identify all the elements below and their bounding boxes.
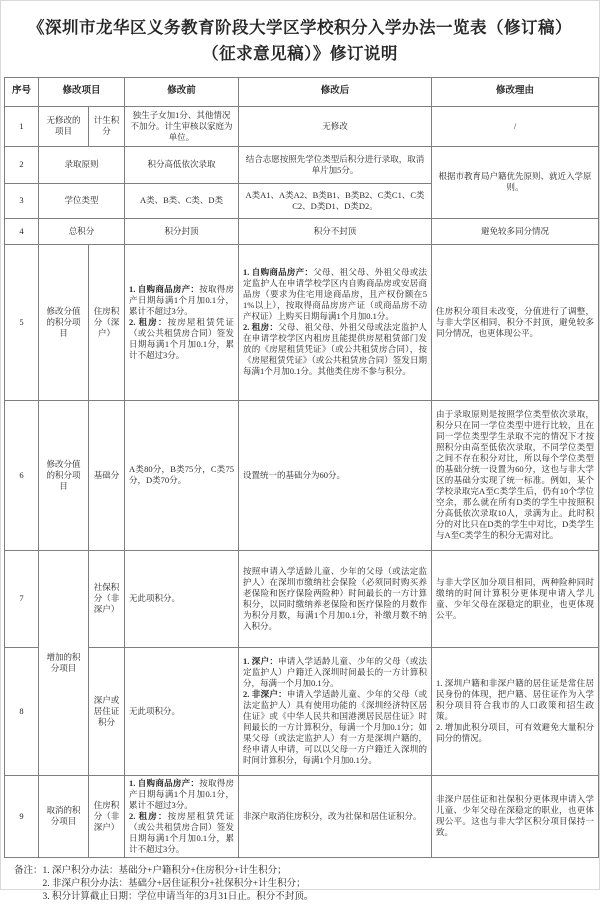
r7-after: 按照申请入学适龄儿童、少年的父母（或法定监护人）在深圳市缴纳社会保险（必须同时购买养老保险和医疗保险两险种）时间最长的一方计算积分，以同时缴纳养老保险和医疗保险的月数作为积分月数，每满1个月加0.1分，补缴月数不纳入积分。 — [239, 550, 432, 647]
r5-reason: 住房积分项目未改变，分值进行了调整，与非大学区相同，积分不封顶，避免较多同分情况，也更体现公平。 — [432, 244, 599, 400]
header-reason: 修改理由 — [432, 77, 599, 106]
r9-no: 9 — [5, 775, 39, 857]
table-header-row — [5, 77, 599, 106]
r8-no: 8 — [5, 647, 39, 775]
r1-no: 1 — [5, 106, 39, 146]
table-row — [5, 244, 599, 400]
r9-after: 非深户取消住房积分，改为社保和居住证积分。 — [239, 775, 432, 857]
r6-no: 6 — [5, 400, 39, 550]
r4-no: 4 — [5, 218, 39, 244]
r2-no: 2 — [5, 146, 39, 183]
r8-after: 1. 深户：申请入学适龄儿童、少年的父母（或法定监护人）户籍迁入深圳时间最长的一方计算积分，每满一个月加0.1分。 2. 非深户：申请入学适龄儿童、少年的父母（或法定监护人）具有使用功能的《深圳经济特区居住证》或《中华人民共和国港澳居民居住证》时间最长的一方计算积分，每满一个月加0.1分；如果父母（或法定监护人）有一方是深圳户籍的，经申请人申请，可以以父母一方户籍迁入深圳的时间计算积分，每满1个月加0.1分。 — [239, 647, 432, 775]
footnote-item-3: 3. 积分计算截止日期：学位申请当年的3月31日止。积分不封顶。 — [42, 891, 314, 902]
r6-after: 设置统一的基础分为60分。 — [239, 400, 432, 550]
r2-after: 结合志愿按照先学位类型后积分进行录取，取消单片加5分。 — [239, 146, 432, 183]
r3-no: 3 — [5, 183, 39, 218]
r6-reason: 由于录取原则是按照学位类型依次录取，积分只在同一学位类型中进行比较，且在同一学位类型学生录取不完的情况下才按照积分由高至低依次录取，不同学位类型之间不存在积分对比，所以每个学位类型的基础分统一设置为60分，这也与非大学区的基础分实现了统一标准。例如，某个学校录取完A至C类学生后，仍有10个学位空余，那么就在所有D类的学生中按照积分高低依次录取10人，录满为止。此时积分的对比只在D类的学生中对比，D类学生与A至C类学生的积分无需对比。 — [432, 400, 599, 550]
r8-reason: 1. 深圳户籍和非深户籍的居住证是常住居民身份的体现，把户籍、居住证作为入学积分项目符合我市的人口政策和招生政策。 2. 增加此积分项目，可有效避免大量积分同分的情况。 — [432, 647, 599, 775]
footnote-item-2: 2. 非深户积分办法：基础分+居住证积分+社保积分+计生积分； — [42, 878, 306, 889]
table-row — [5, 146, 599, 183]
r5-subitem: 住房积分（深户） — [89, 244, 125, 400]
r4-before: 积分封顶 — [125, 218, 239, 244]
r1-subitem: 计生积分 — [89, 106, 125, 146]
r3-item: 学位类型 — [39, 183, 125, 218]
r8-subitem: 深户或居住证积分 — [89, 647, 125, 775]
r8-before: 无此项积分。 — [125, 647, 239, 775]
revision-table — [4, 77, 599, 858]
r3-before: A类、B类、C类、D类 — [125, 183, 239, 218]
r7-subitem: 社保积分（非深户） — [89, 550, 125, 647]
r2-item: 录取原则 — [39, 146, 125, 183]
r6-subitem: 基础分 — [89, 400, 125, 550]
r4-after: 积分不封顶 — [239, 218, 432, 244]
table-row — [5, 775, 599, 857]
r1-reason: / — [432, 106, 599, 146]
footnote-label: 备注： — [14, 865, 43, 876]
r9-reason: 非深户居住证和社保积分更体现申请入学儿童、少年父母在深稳定的职业，也更体现公平。这也与非大学区积分项目保持一致。 — [432, 775, 599, 857]
r1-category: 无修改的项目 — [39, 106, 89, 146]
table-row — [5, 647, 599, 775]
r5-after: 1. 自购商品房产：父母、祖父母、外祖父母或法定监护人在申请学校学区内自购商品房或安居商品房（要求为住宅用途商品房，且产权份额在51%以上），按取得商品房房产证（或商品房不动产权证）上购买日期每满1个月加0.1分。 2. 租房：父母、祖父母、外祖父母或法定监护人在申请学校学区内租房且能提供房屋租赁部门发放的《房屋租赁凭证》（或公共租赁房合同），按《房屋租赁凭证》（或公共租赁房合同）签发日期每满1个月加0.1分。其他类住房不参与积分。 — [239, 244, 432, 400]
r1-before: 独生子女加1分、其他情况不加分。计生审核以家庭为单位。 — [125, 106, 239, 146]
r5-before: 1. 自购商品房产：按取得房产日期每满1个月加0.1分，累计不超过3分。 2. 租房：按房屋租赁凭证（或公共租赁房合同）签发日期每满1个月加0.1分，累计不超过3分。 — [125, 244, 239, 400]
r9-category: 取消的积分项目 — [39, 775, 89, 857]
page-title: 《深圳市龙华区义务教育阶段大学区学校积分入学办法一览表（修订稿）（征求意见稿）》修订说明 — [28, 18, 572, 64]
r5-no: 5 — [5, 244, 39, 400]
r6-category: 修改分值的积分项目 — [39, 400, 89, 550]
r9-subitem: 住房积分（非深户） — [89, 775, 125, 857]
header-before: 修改前 — [125, 77, 239, 106]
table-row — [5, 106, 599, 146]
footnote-item-1: 1. 深户积分办法：基础分+户籍积分+住房积分+计生积分； — [42, 865, 287, 876]
r2-before: 积分高低依次录取 — [125, 146, 239, 183]
r2-r3-reason: 根据市教育局户籍优先原则、就近入学原则。 — [432, 146, 599, 218]
header-no: 序号 — [5, 77, 39, 106]
r7-before: 无此项积分。 — [125, 550, 239, 647]
r3-after: A类A1、A类A2、B类B1、B类B2、C类C1、C类C2、D类D1、D类D2。 — [239, 183, 432, 218]
r4-reason: 避免较多同分情况 — [432, 218, 599, 244]
header-item: 修改项目 — [39, 77, 125, 106]
r4-item: 总积分 — [39, 218, 125, 244]
header-after: 修改后 — [239, 77, 432, 106]
r6-before: A类80分，B类75分，C类75分，D类70分。 — [125, 400, 239, 550]
footnotes — [14, 865, 596, 904]
r7-reason: 与非大学区加分项目相同，两种险种同时缴纳的时间计算积分更体现申请入学儿童、少年父母在深稳定的职业，也更体现公平。 — [432, 550, 599, 647]
table-row — [5, 400, 599, 550]
r1-after: 无修改 — [239, 106, 432, 146]
table-row — [5, 218, 599, 244]
table-row — [5, 550, 599, 647]
r7-r8-category: 增加的积分项目 — [39, 550, 89, 775]
r7-no: 7 — [5, 550, 39, 647]
r5-category: 修改分值的积分项目 — [39, 244, 89, 400]
r9-before: 1. 自购商品房产：按取得房产日期每满1个月加0.1分，累计不超过3分。 2. 租房：按房屋租赁凭证（或公共租赁房合同）签发日期每满1个月加0.1分，累计不超过3分。 — [125, 775, 239, 857]
